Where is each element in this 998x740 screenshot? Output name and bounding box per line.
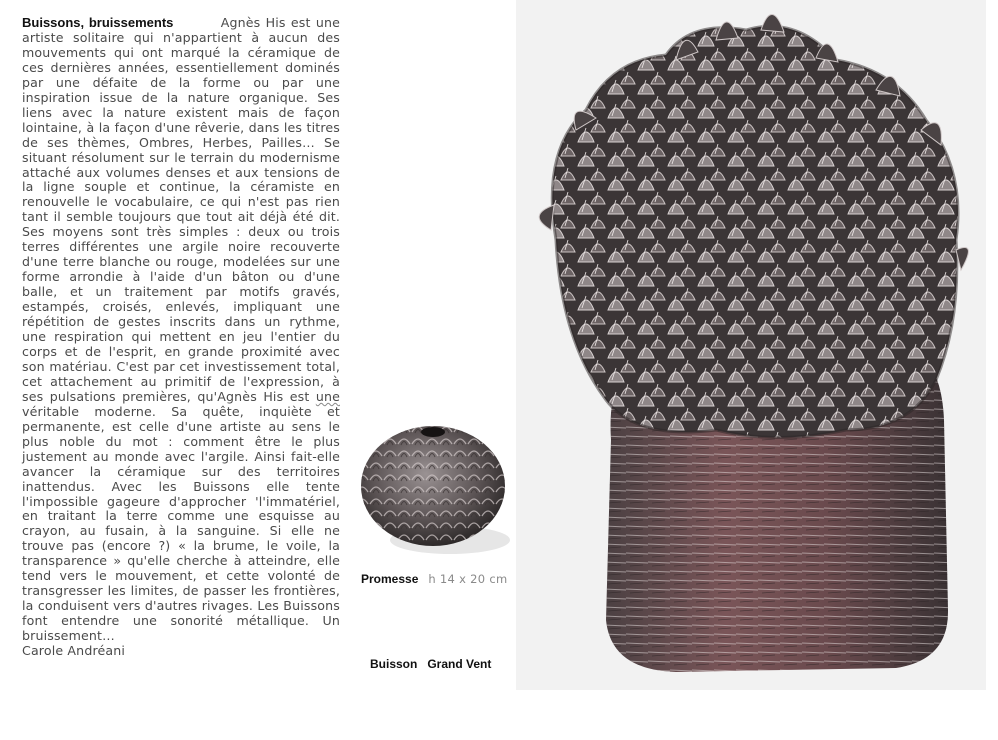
article-title: Buissons, bruissements bbox=[22, 15, 174, 30]
article-body-part-2: véritable moderne. Sa quête, inquiète et permanente, est celle d'une artiste au sens le plus noble du mot : comment être le plus justement au monde avec l'argile. Ainsi fait-elle avancer la céramique sur des territoires inattendus. Avec les Buissons elle tente l'impossible gageure d'approcher 'l'immatériel, en traitant la terre comme une esquisse au crayon, au fusain, à la sanguine. Si elle ne trouve pas (encore ?) « la brume, le voile, la transparence » qu'elle cherche à atteindre, elle tend vers le mouvement, et cette volonté de transgresser les limites, de passer les frontières, la conduisent vers d'autres rivages. Les Buissons font entendre une sonorité métallique. Un bruissement… bbox=[22, 403, 340, 644]
caption-promesse bbox=[361, 572, 508, 586]
spellcheck-underlined-word: une bbox=[315, 388, 340, 404]
article-body-part-1: Agnès His est une artiste solitaire qui n'appartient à aucun des mouvements qui ont marqué la céramique de ces dernières années, essentiellement dominés par une défaite de la forme ou par une inspiration issue de la nature organique. Ses liens avec la nature existent mais de façon lointaine, à la façon d'une rêverie, dans les titres de ses thèmes, Ombres, Herbes, Pailles… Se situant résolument sur le terrain du modernisme attaché aux volumes denses et aux tensions de la ligne souple et continue, la céramiste en renouvelle le vocabulaire, ce qui n'est pas rien tant il semble toujours que tout ait déjà été dit. Ses moyens sont très simples : deux ou trois terres différentes une argile noire recouverte d'une terre blanche ou rouge, modelées sur une forme arrondie à l'aide d'un bâton ou d'une balle, et un traitement par motifs gravés, estampés, croisés, enlevés, impliquant une répétition de gestes inscrits dans un rythme, une respiration qui mettent en jeu l'entier du corps et de l'esprit, en grande proximité avec son matériau. C'est par cet investissement total, cet attachement au primitif de l'expression, à ses pulsations premières, qu'Agnès His est bbox=[22, 15, 340, 404]
work-name-promesse: Promesse bbox=[361, 572, 419, 586]
work-name-buisson: Buisson Grand Vent bbox=[370, 657, 492, 671]
article-text bbox=[22, 16, 340, 659]
article-author: Carole Andréani bbox=[22, 643, 126, 659]
promesse-photo bbox=[355, 410, 515, 570]
work-dims-promesse: h 14 x 20 cm bbox=[428, 572, 508, 586]
buisson-grand-vent-photo bbox=[516, 0, 986, 690]
caption-buisson-name bbox=[370, 657, 491, 671]
